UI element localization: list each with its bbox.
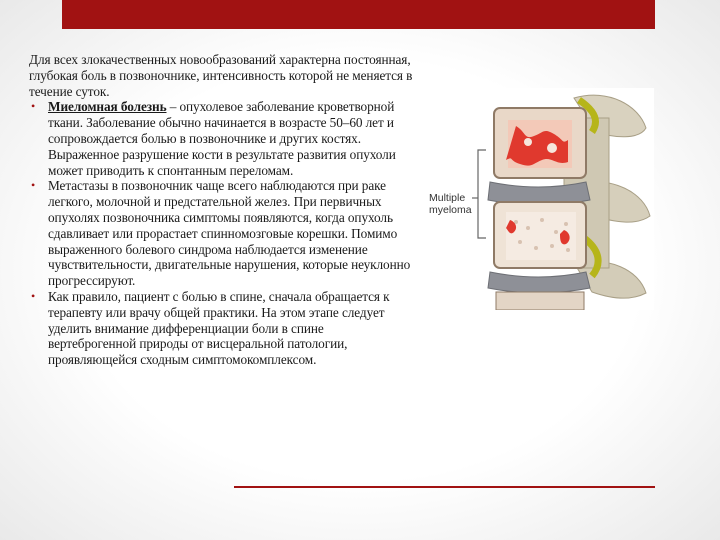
bullet-list [29,99,414,368]
bullet-diagnosis [29,289,414,368]
bullet-marker: • [31,288,36,303]
bullet-marker: • [31,178,36,193]
figure-label [429,192,481,216]
bullet-text: – опухолевое заболевание кроветворной ткани. Заболевание обычно начинается в возрасте 50–60 лет и сопровождается болью в позвоночнике и других костях. Выраженное разрушение кости в результате развития опухоли может приводить к спонтанным переломам. [48,99,396,178]
slide-body [29,52,414,368]
title-bar [62,0,655,29]
intro-paragraph: Для всех злокачественных новообразований характерна постоянная, глубокая боль в позвоночнике, интенсивность которой не меняется в течение суток. [29,52,413,99]
figure-label-line1: Multiple [429,192,466,204]
bullet-text: Метастазы в позвоночник чаще всего наблюдаются при раке легкого, молочной и предстательной желез. При первичных опухолях позвоночника симптомы появляются, когда опухоль сдавливает или прорастает спинномозговые корешки. Помимо выраженного болевого синдрома наблюдается изменение чувствительности, двигательные нарушения, которые неуклонно прогрессируют. [48,178,411,289]
term-myeloma: Миеломная болезнь [48,99,167,115]
bullet-myeloma [29,99,414,178]
figure-label-line2: myeloma [429,204,472,216]
bullet-metastases [29,178,414,289]
spine-illustration [424,88,654,310]
bottom-divider [234,486,655,488]
bullet-marker: • [31,99,36,114]
bullet-text: Как правило, пациент с болью в спине, сначала обращается к терапевту или врачу общей практики. На этом этапе следует уделить внимание дифференциации боли в спине вертеброгенной природы от висцеральной патологии, проявляющейся сходным симптомокомплексом. [48,288,390,368]
